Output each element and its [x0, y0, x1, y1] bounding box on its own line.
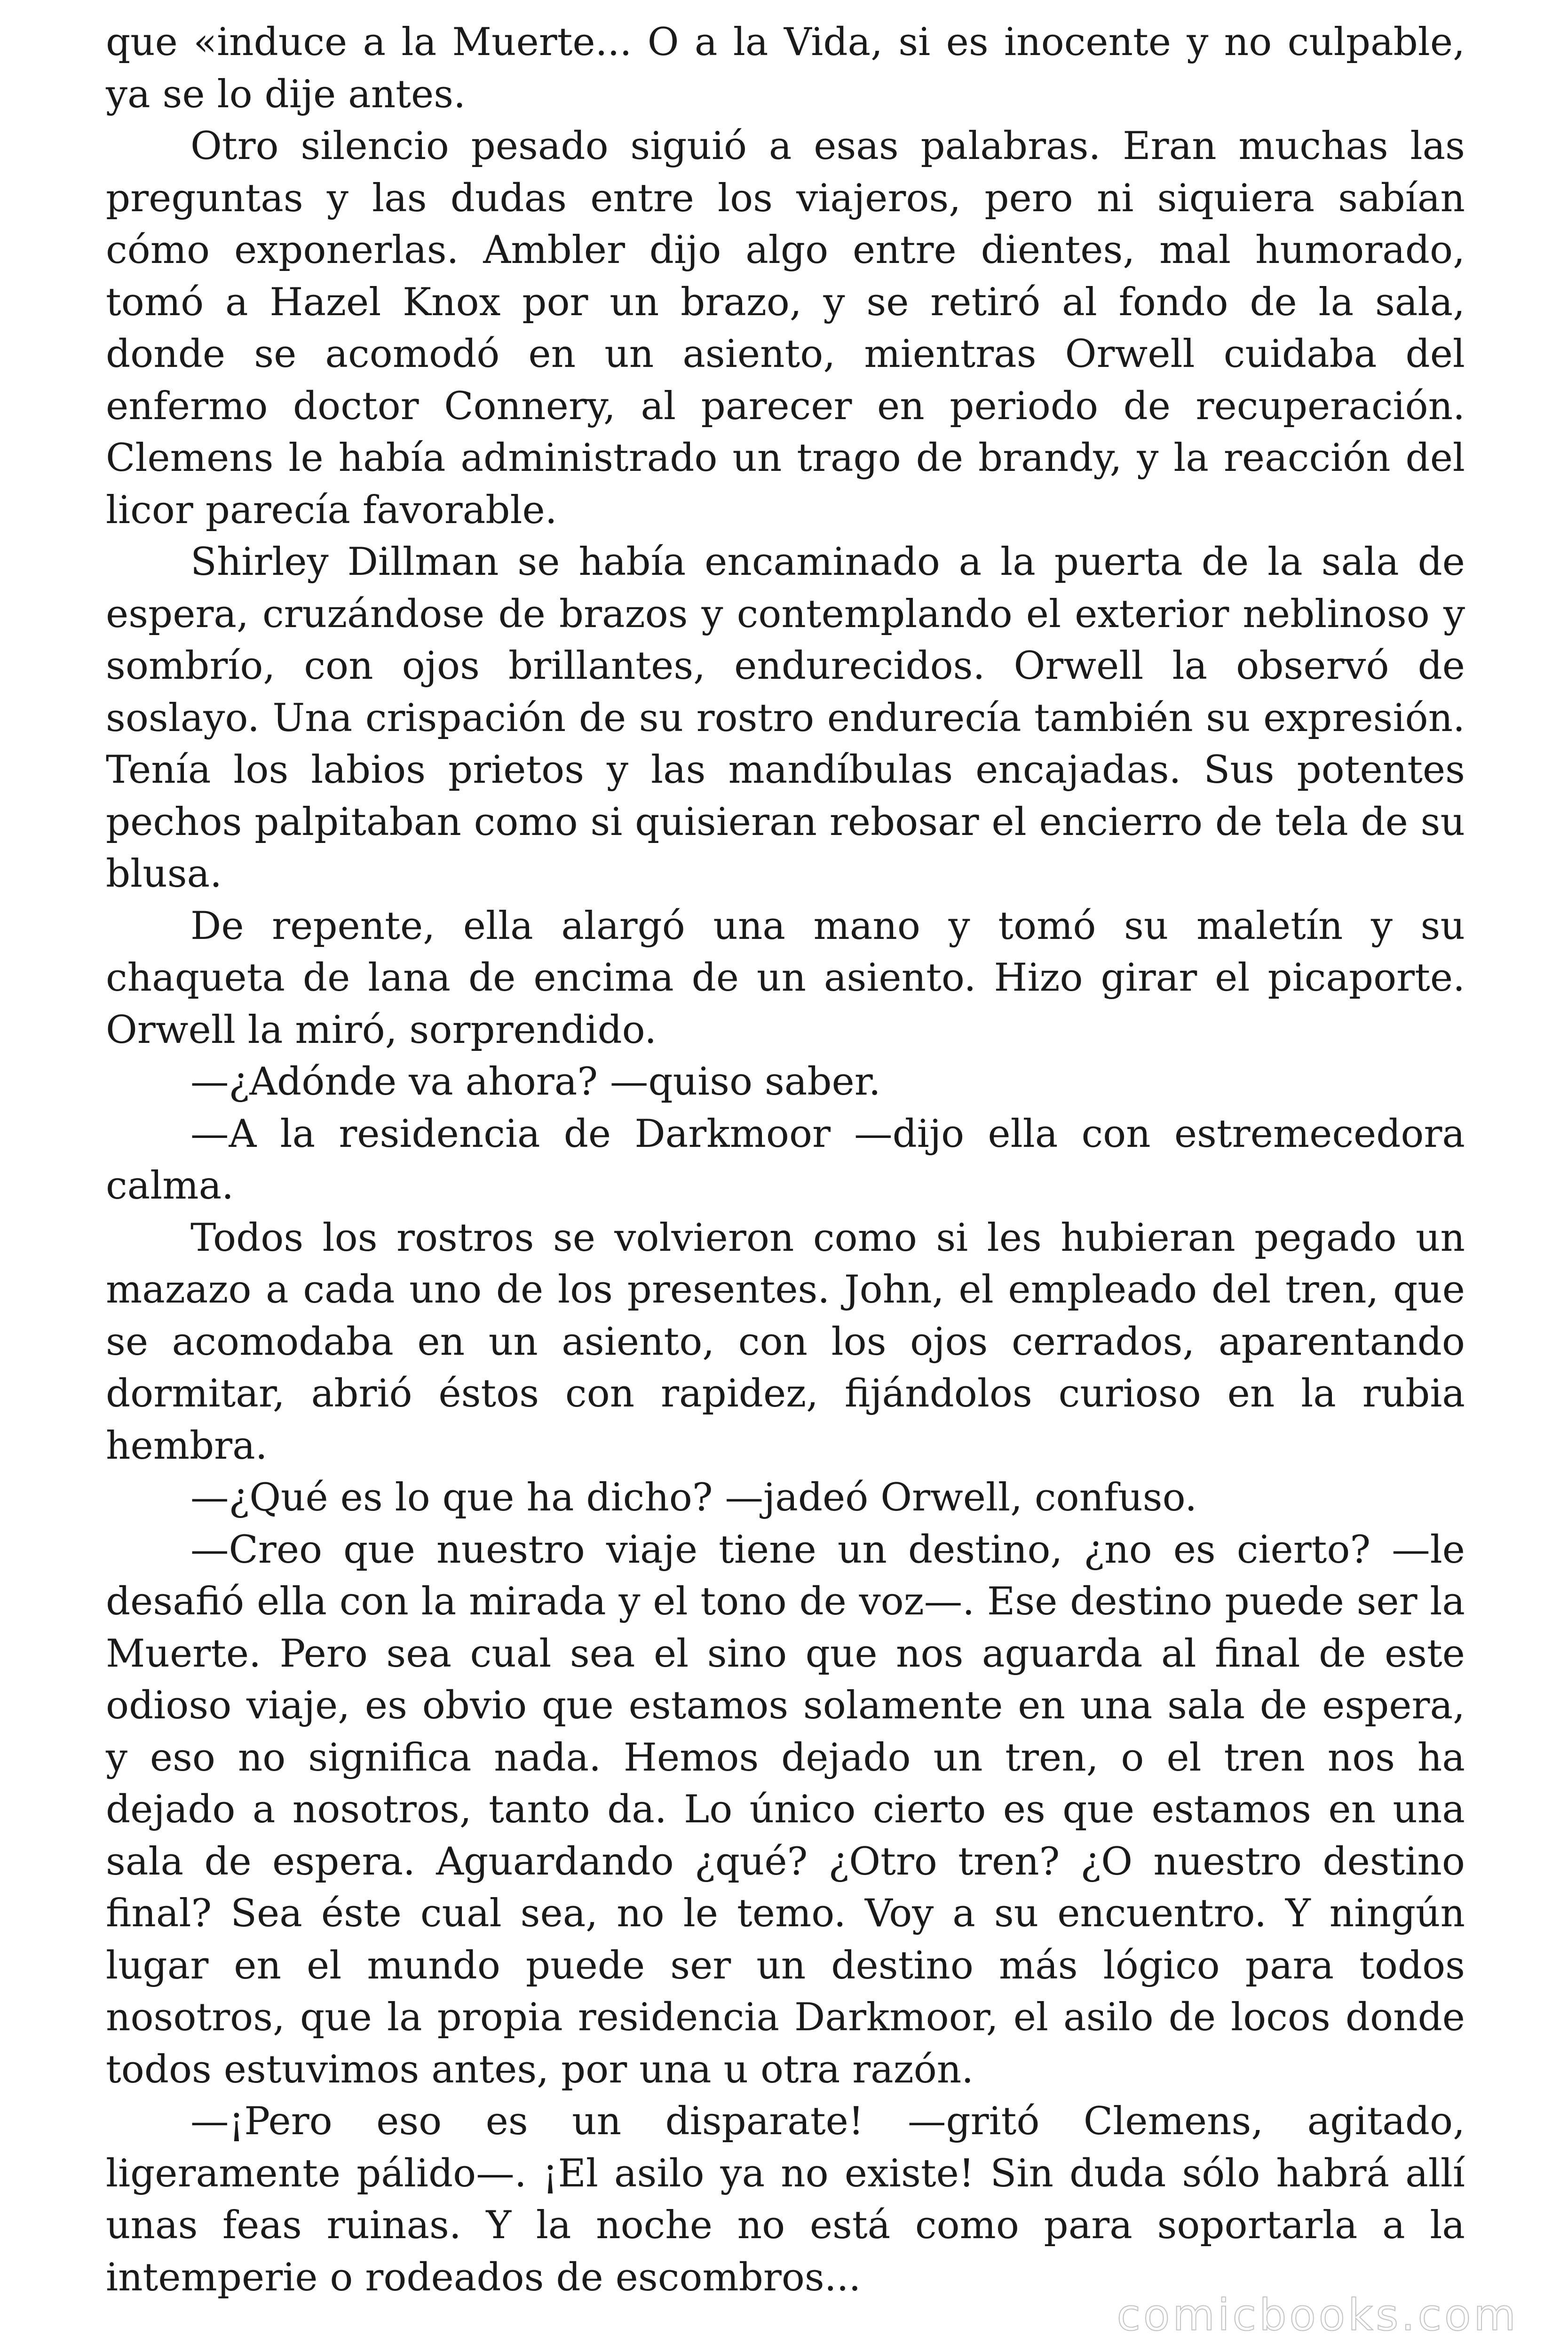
paragraph-6: —A la residencia de Darkmoor —dijo ella con estremecedora calma. — [106, 1111, 1465, 1208]
page-text — [106, 16, 1465, 2304]
paragraph-9: —Creo que nuestro viaje tiene un destino, ¿no es cierto? —le desafió ella con la mirada y el tono de voz—. Ese destino puede ser la Muerte. Pero sea cual sea el sino que nos aguarda al final de este odioso viaje, es obvio que estamos solamente en una sala de espera, y eso no significa nada. Hemos dejado un tren, o el tren nos ha dejado a nosotros, tanto da. Lo único cierto es que estamos en una sala de espera. Aguardando ¿qué? ¿Otro tren? ¿O nuestro destino final? Sea éste cual sea, no le temo. Voy a su encuentro. Y ningún lugar en el mundo puede ser un destino más lógico para todos nosotros, que la propia residencia Darkmoor, el asilo de locos donde todos estuvimos antes, por una u otra razón. — [106, 1527, 1465, 2092]
paragraph-8: —¿Qué es lo que ha dicho? —jadeó Orwell, confuso. — [190, 1475, 1197, 1520]
paragraph-7: Todos los rostros se volvieron como si les hubieran pegado un mazazo a cada uno de los presentes. John, el empleado del tren, que se acomodaba en un asiento, con los ojos cerrados, aparentando dormitar, abrió éstos con rapidez, fijándolos curioso en la rubia hembra. — [106, 1215, 1465, 1468]
watermark: comicbooks.com — [1117, 2290, 1519, 2340]
paragraph-2: Otro silencio pesado siguió a esas palabras. Eran muchas las preguntas y las dudas entre los viajeros, pero ni siquiera sabían cómo exponerlas. Ambler dijo algo entre dientes, mal humorado, tomó a Hazel Knox por un brazo, y se retiró al fondo de la sala, donde se acomodó en un asiento, mientras Orwell cuidaba del enfermo doctor Connery, al parecer en periodo de recuperación. Clemens le había administrado un trago de brandy, y la reacción del licor parecía favorable. — [106, 124, 1465, 532]
paragraph-1: que «induce a la Muerte... O a la Vida, si es inocente y no culpable, ya se lo dije antes. — [106, 20, 1465, 117]
paragraph-10: —¡Pero eso es un disparate! —gritó Clemens, agitado, ligeramente pálido—. ¡El asilo ya no existe! Sin duda sólo habrá allí unas feas ruinas. Y la noche no está como para soportarla a la intemperie o rodeados de escombros... — [106, 2099, 1465, 2300]
paragraph-4: De repente, ella alargó una mano y tomó su maletín y su chaqueta de lana de encima de un asiento. Hizo girar el picaporte. Orwell la miró, sorprendido. — [106, 903, 1465, 1052]
paragraph-3: Shirley Dillman se había encaminado a la puerta de la sala de espera, cruzándose de brazos y contemplando el exterior neblinoso y sombrío, con ojos brillantes, endurecidos. Orwell la observó de soslayo. Una crispación de su rostro endurecía también su expresión. Tenía los labios prietos y las mandíbulas encajadas. Sus potentes pechos palpitaban como si quisieran rebosar el encierro de tela de su blusa. — [106, 540, 1465, 896]
paragraph-5: —¿Adónde va ahora? —quiso saber. — [190, 1059, 881, 1104]
